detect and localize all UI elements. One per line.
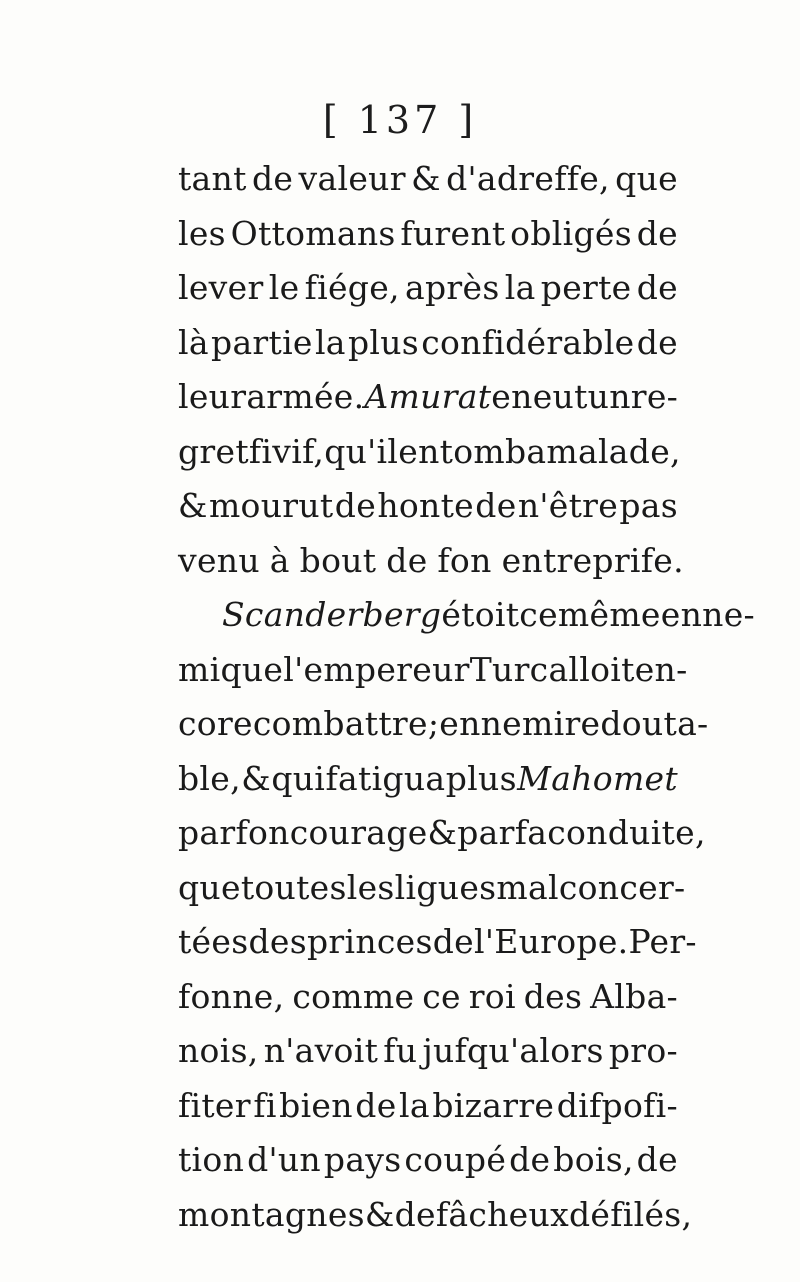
word: la [504, 268, 536, 307]
word: Per- [628, 922, 697, 961]
word: obligés [510, 213, 632, 253]
word: fonne, [178, 976, 285, 1016]
text-line [178, 370, 678, 425]
word: enne- [660, 595, 755, 634]
word: leur [178, 377, 247, 416]
text-line [178, 534, 684, 589]
word: courage [289, 813, 428, 852]
word: nois, [178, 1031, 259, 1070]
text-line [178, 1079, 678, 1134]
text-line [178, 970, 678, 1025]
word: de [432, 922, 474, 961]
word: entreprife. [501, 540, 684, 580]
word: de [636, 1140, 678, 1179]
text-line [178, 316, 678, 371]
word: & [241, 758, 271, 798]
word: par [457, 813, 515, 852]
word: bout [299, 540, 377, 580]
word: qu'il [324, 431, 399, 471]
word: à [269, 540, 290, 580]
word: en- [634, 649, 688, 689]
word: de [394, 1194, 436, 1234]
word: fon [437, 540, 492, 580]
text-line [178, 806, 706, 861]
word: de [251, 159, 294, 198]
word: bois, [553, 1140, 634, 1179]
word: l'Europe. [474, 922, 629, 961]
text-line [178, 152, 678, 207]
word: tion [178, 1140, 245, 1179]
word: armée. [246, 377, 365, 416]
text-line [178, 861, 686, 916]
word: re- [630, 377, 679, 416]
word: valeur [298, 159, 406, 198]
word: tomba [439, 431, 547, 471]
word: fu [383, 1031, 418, 1070]
word: même [557, 595, 661, 634]
word: jufqu'alors [422, 1031, 604, 1070]
word: furent [400, 213, 506, 253]
text-line [178, 1024, 678, 1079]
word: d'un [247, 1140, 321, 1179]
word: de [636, 322, 678, 362]
word: redouta- [564, 704, 709, 743]
word: ble, [178, 758, 241, 798]
word: honte [377, 486, 474, 525]
word: core [178, 704, 253, 743]
word: pays [323, 1140, 402, 1179]
word: bizarre [432, 1085, 555, 1125]
text-line [178, 588, 755, 643]
text-line [178, 915, 697, 970]
word: les [346, 867, 395, 907]
word: de [386, 540, 428, 580]
word: mal [496, 867, 559, 907]
word: perte [540, 268, 632, 307]
word: ce [422, 976, 461, 1016]
word: concer- [558, 867, 686, 907]
word: Ottomans [230, 213, 396, 253]
text-line [178, 425, 681, 480]
word: conduite, [547, 813, 706, 852]
word: vif, [272, 431, 325, 471]
italic-word: Mahomet [517, 758, 678, 798]
word: fiter [178, 1085, 251, 1125]
word: partie [211, 322, 313, 362]
word: & [364, 1194, 395, 1234]
word: toutes [240, 867, 347, 907]
word: alloit [548, 649, 635, 689]
word: de [334, 486, 377, 525]
word: que [615, 159, 678, 198]
word: coupé [404, 1140, 507, 1179]
word: fatigua [325, 758, 446, 798]
word: les [178, 213, 226, 253]
word: princes [306, 922, 433, 961]
word: Turc [469, 649, 549, 689]
word: de [636, 213, 678, 253]
word: l'empereur [283, 649, 470, 689]
text-line [178, 697, 709, 752]
word: n'être [517, 486, 619, 525]
word: combattre; [252, 704, 440, 743]
text-line [178, 479, 678, 534]
word: confidérable [421, 322, 635, 362]
word: le [268, 268, 300, 307]
text-line [178, 261, 678, 316]
word: défilés, [568, 1194, 693, 1234]
word: en [491, 377, 533, 416]
word: montagnes [178, 1194, 365, 1234]
word: fâcheux [435, 1194, 569, 1234]
word: bien [279, 1085, 353, 1125]
word: de [636, 268, 678, 307]
text-line [178, 207, 678, 262]
word: n'avoit [263, 1031, 379, 1070]
word: de [509, 1140, 551, 1179]
word: ennemi [439, 704, 565, 743]
word: difpofi- [556, 1085, 678, 1125]
word: tant [178, 159, 247, 198]
word: venu [178, 540, 260, 580]
word: pas [619, 486, 678, 525]
page-number: [ 137 ] [322, 98, 478, 142]
word: fi [253, 1085, 277, 1125]
body-text [178, 152, 755, 1242]
word: des [248, 922, 307, 961]
text-line [178, 752, 678, 807]
word: plus [445, 758, 517, 798]
word: eut [532, 377, 588, 416]
word: par [178, 813, 236, 852]
word: Alba- [590, 976, 678, 1016]
word: des [523, 976, 583, 1016]
word: en [398, 431, 440, 471]
word: mourut [208, 486, 334, 525]
word: plus [347, 322, 420, 362]
word: étoit [441, 595, 520, 634]
word: mi [178, 649, 221, 689]
word: que [178, 867, 241, 907]
word: & [178, 486, 208, 525]
word: de [475, 486, 517, 525]
word: un [587, 377, 631, 416]
word: la [399, 1085, 430, 1125]
word: fa [514, 813, 548, 852]
word: ce [519, 595, 558, 634]
word: de [355, 1085, 397, 1125]
word: que [220, 649, 284, 689]
word: pro- [608, 1031, 678, 1070]
text-line [178, 1188, 693, 1243]
word: & [427, 813, 458, 852]
word: lever [178, 268, 264, 307]
word: tées [178, 922, 249, 961]
word: la [314, 322, 346, 362]
italic-word: Scanderberg [222, 595, 442, 634]
text-line [178, 1133, 678, 1188]
word: roi [468, 976, 516, 1016]
word: fiége, [304, 268, 400, 307]
word: & [411, 159, 441, 198]
word: d'adreffe, [446, 159, 610, 198]
word: gret [178, 431, 249, 471]
word: ligues [394, 867, 497, 907]
italic-word: Amurat [364, 377, 492, 416]
word: après [405, 268, 500, 307]
word: malade, [546, 431, 681, 471]
word: fon [235, 813, 290, 852]
word: là [178, 322, 209, 362]
text-line [178, 643, 688, 698]
word: comme [292, 976, 415, 1016]
word: fi [248, 431, 273, 471]
word: qui [271, 758, 326, 798]
